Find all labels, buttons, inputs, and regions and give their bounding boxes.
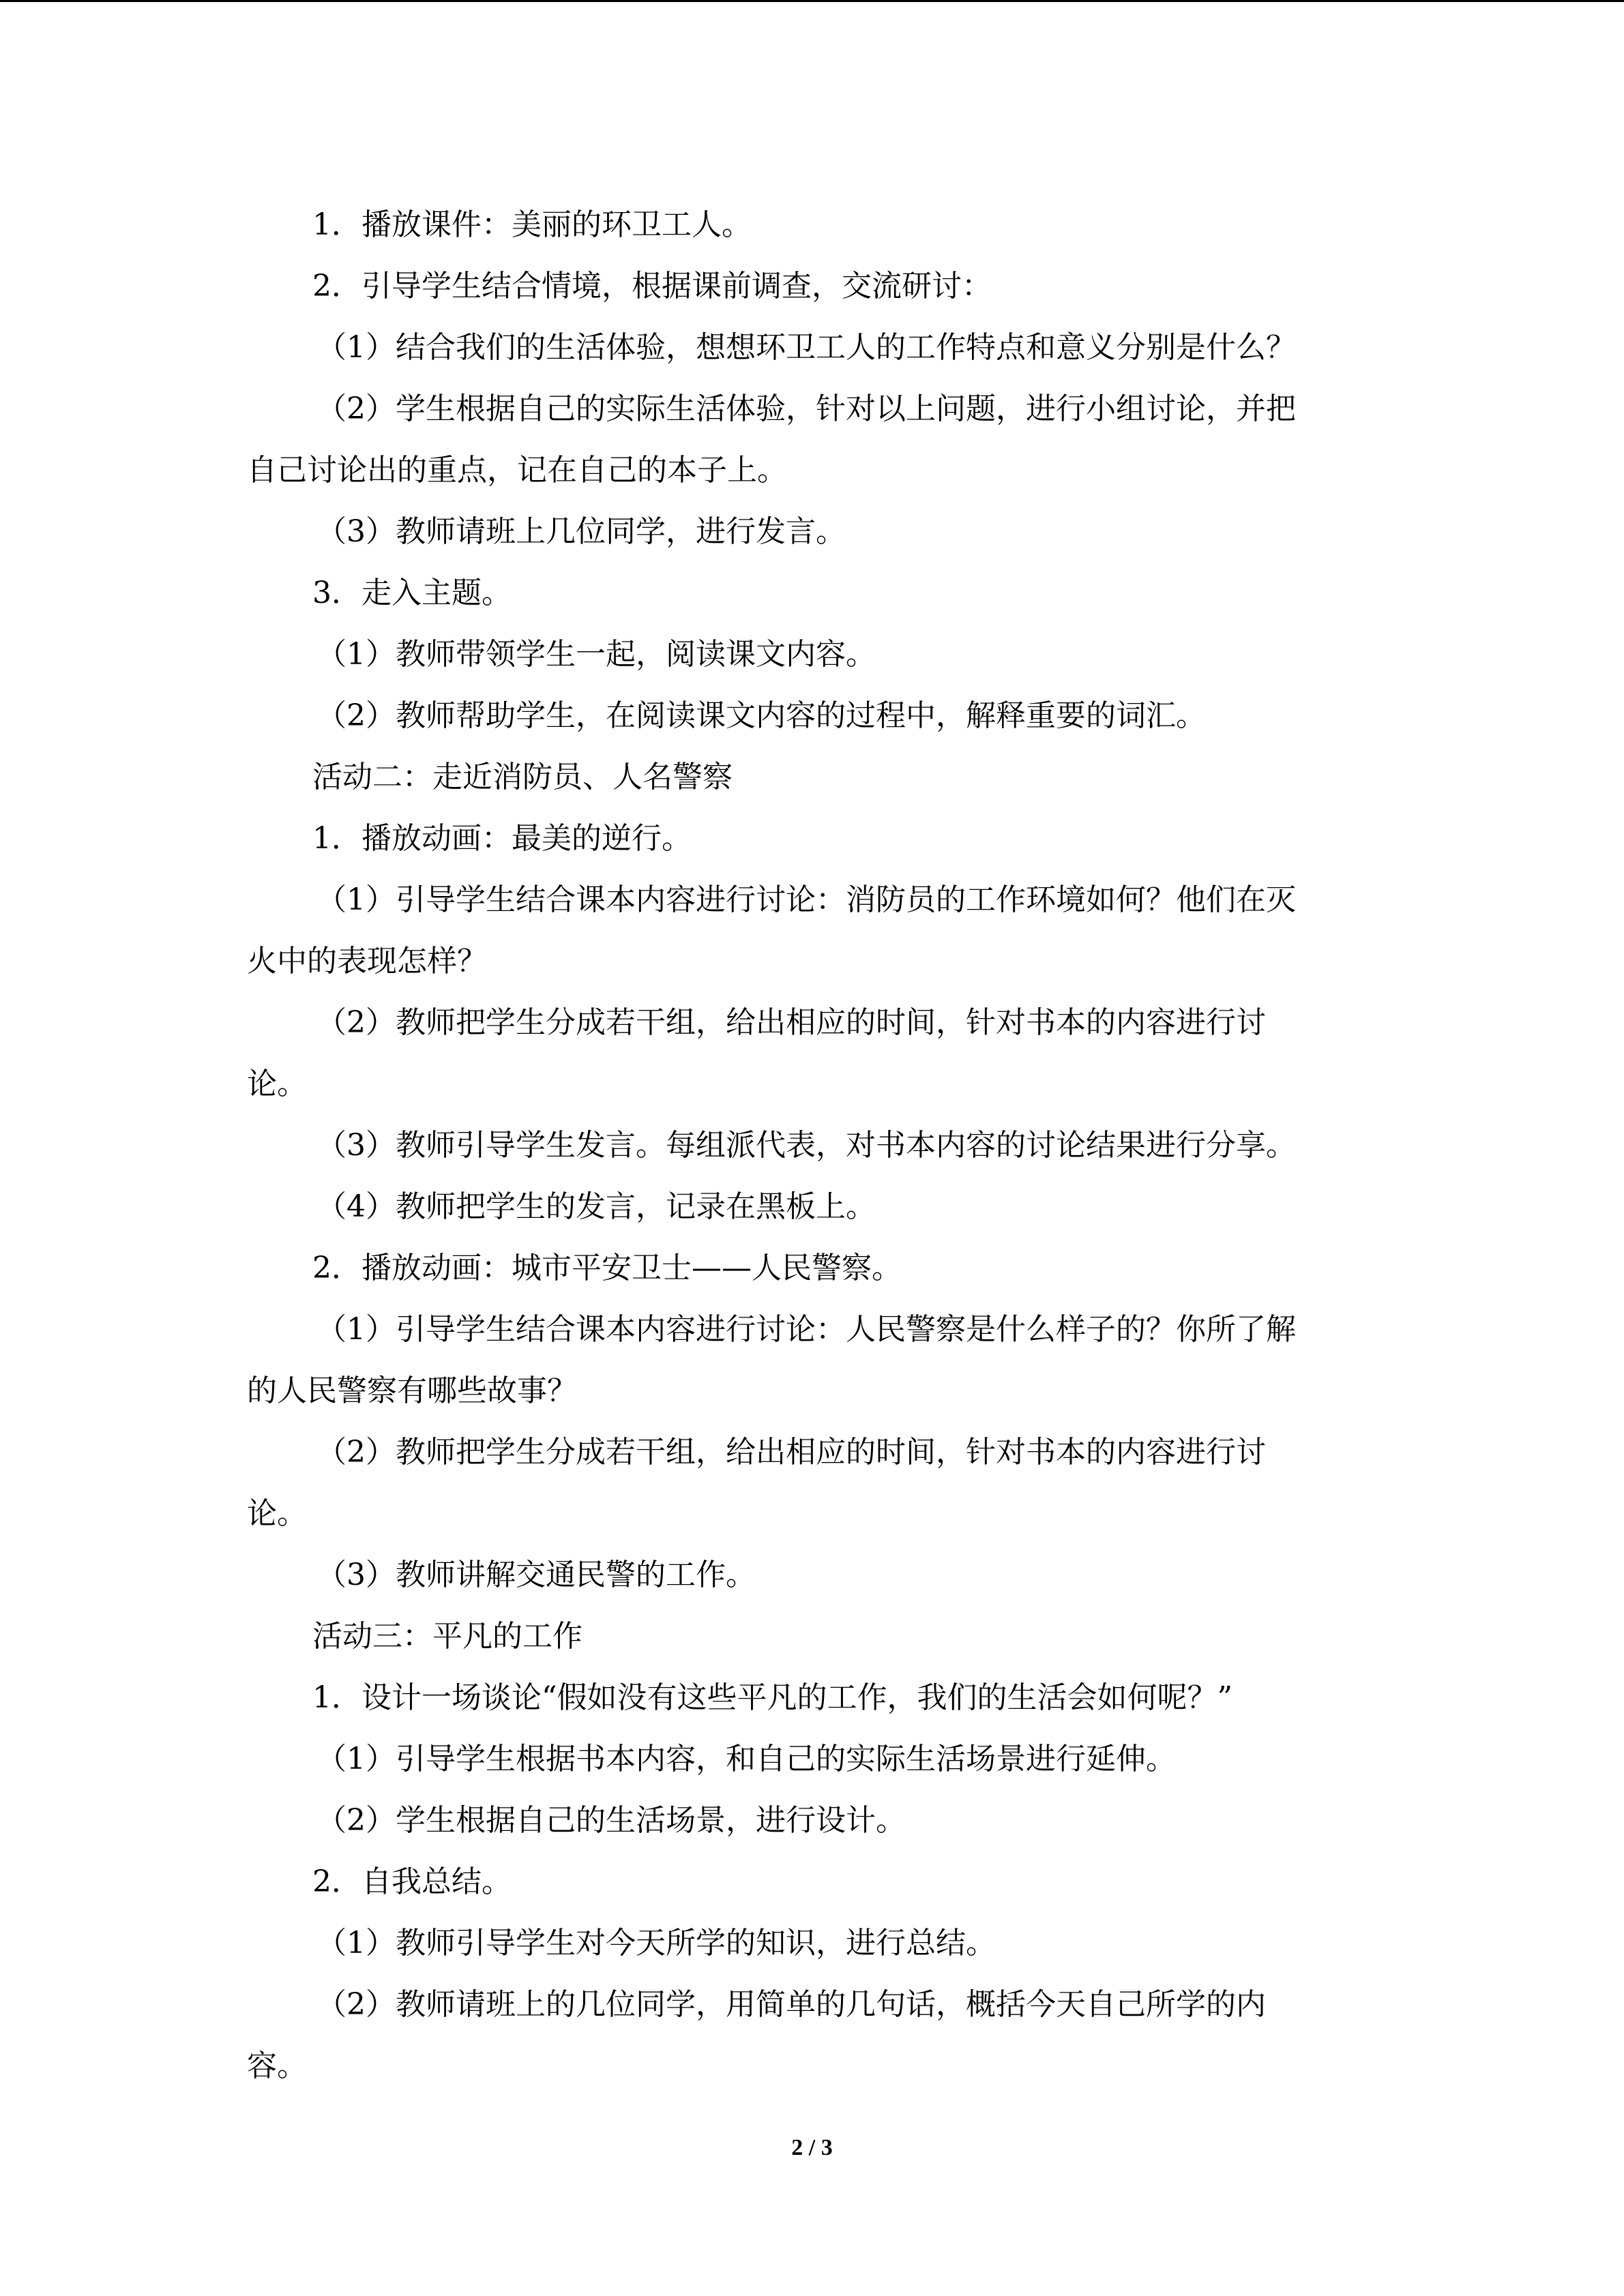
paragraph-line: （1）引导学生结合课本内容进行讨论：人民警察是什么样子的？你所了解 xyxy=(316,1312,1296,1347)
paragraph-line: 火中的表现怎样？ xyxy=(247,944,487,979)
paragraph-line: 论。 xyxy=(247,1496,307,1531)
paragraph-line: （2）学生根据自己的实际生活体验，针对以上问题，进行小组讨论，并把 xyxy=(316,391,1296,426)
section-heading: 活动二：走近消防员、人名警察 xyxy=(312,760,733,794)
paragraph-line: 容。 xyxy=(247,2048,307,2083)
paragraph-line: （3）教师讲解交通民警的工作。 xyxy=(316,1557,756,1592)
paragraph-line: （3）教师请班上几位同学，进行发言。 xyxy=(316,514,846,549)
paragraph-line: 自己讨论出的重点，记在自己的本子上。 xyxy=(247,453,787,488)
paragraph-line: 1．设计一场谈论“假如没有这些平凡的工作，我们的生活会如何呢？” xyxy=(312,1680,1232,1715)
top-border-rule xyxy=(0,0,1624,2)
paragraph-line: 论。 xyxy=(247,1067,307,1101)
paragraph-line: （2）教师请班上的几位同学，用简单的几句话，概括今天自己所学的内 xyxy=(316,1987,1266,2022)
paragraph-line: 3．走入主题。 xyxy=(312,576,512,610)
paragraph-line: （2）学生根据自己的生活场景，进行设计。 xyxy=(316,1803,906,1838)
paragraph-line: （4）教师把学生的发言，记录在黑板上。 xyxy=(316,1189,876,1224)
paragraph-line: 1．播放动画：最美的逆行。 xyxy=(312,821,692,856)
paragraph-line: 2．自我总结。 xyxy=(312,1864,512,1899)
paragraph-line: （1）结合我们的生活体验，想想环卫工人的工作特点和意义分别是什么？ xyxy=(316,330,1296,365)
section-heading: 活动三：平凡的工作 xyxy=(312,1619,582,1654)
paragraph-line: （1）引导学生结合课本内容进行讨论：消防员的工作环境如何？他们在灭 xyxy=(316,882,1296,917)
paragraph-line: （2）教师把学生分成若干组，给出相应的时间，针对书本的内容进行讨 xyxy=(316,1005,1266,1040)
paragraph-line: （3）教师引导学生发言。每组派代表，对书本内容的讨论结果进行分享。 xyxy=(316,1128,1296,1163)
paragraph-line: 1．播放课件：美丽的环卫工人。 xyxy=(312,207,752,242)
paragraph-line: （1）教师引导学生对今天所学的知识，进行总结。 xyxy=(316,1926,996,1960)
paragraph-line: （1）引导学生根据书本内容，和自己的实际生活场景进行延伸。 xyxy=(316,1742,1176,1776)
paragraph-line: 2．播放动画：城市平安卫士——人民警察。 xyxy=(312,1251,902,1285)
page-number: 2 / 3 xyxy=(791,2135,833,2160)
paragraph-line: （2）教师把学生分成若干组，给出相应的时间，针对书本的内容进行讨 xyxy=(316,1435,1266,1470)
paragraph-line: （2）教师帮助学生，在阅读课文内容的过程中，解释重要的词汇。 xyxy=(316,698,1206,733)
paragraph-line: 2．引导学生结合情境，根据课前调查，交流研讨： xyxy=(312,269,992,303)
paragraph-line: 的人民警察有哪些故事？ xyxy=(247,1373,577,1408)
paragraph-line: （1）教师带领学生一起，阅读课文内容。 xyxy=(316,637,876,672)
